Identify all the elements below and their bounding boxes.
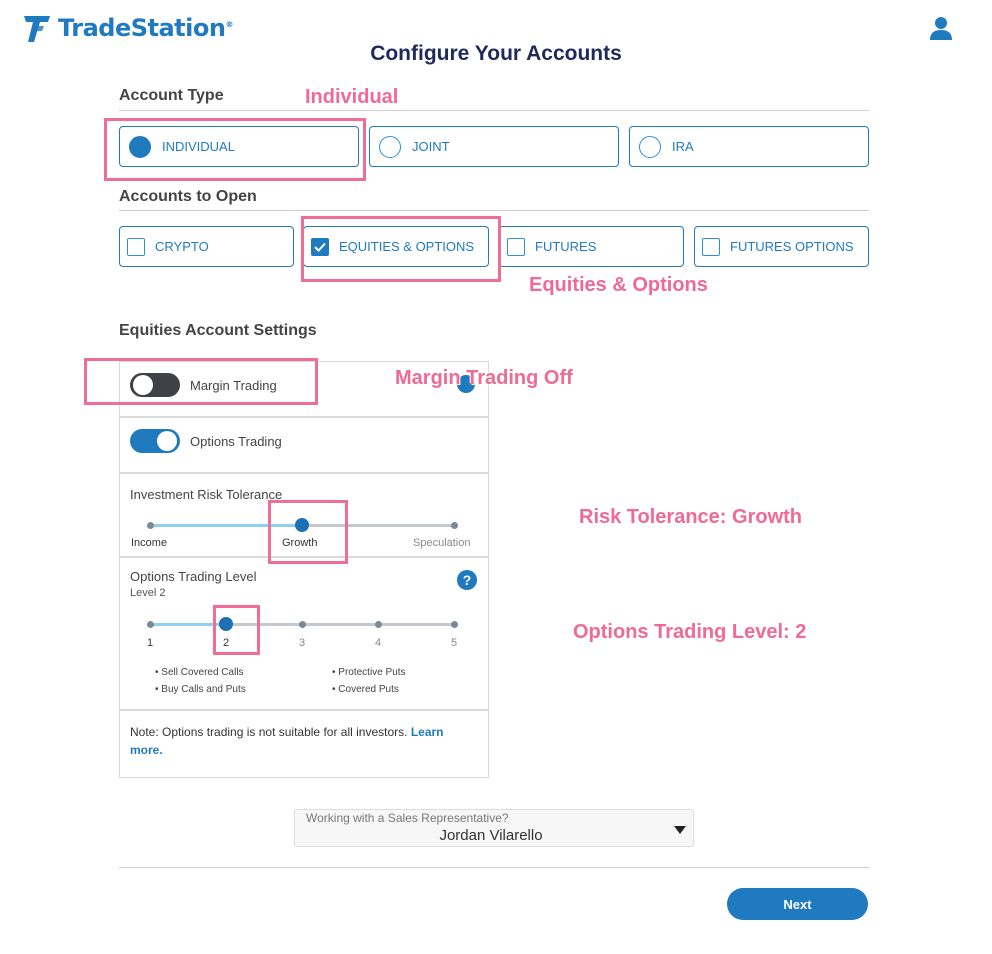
sales-rep-label: Working with a Sales Representative? (306, 811, 509, 825)
sales-rep-select[interactable] (294, 809, 694, 847)
option-label: FUTURES (535, 239, 597, 254)
options-level-panel (119, 557, 489, 710)
tradestation-logo-icon (22, 12, 52, 44)
level-stop-label: 2 (223, 637, 230, 649)
option-label: INDIVIDUAL (162, 139, 235, 154)
risk-tolerance-label: Investment Risk Tolerance (130, 487, 283, 502)
learn-more-link[interactable]: Learn more. (130, 725, 444, 757)
equities-settings-heading: Equities Account Settings (119, 322, 317, 339)
annotation-label: Risk Tolerance: Growth (579, 506, 803, 528)
user-profile-icon[interactable] (930, 16, 952, 45)
risk-stop[interactable] (147, 522, 154, 529)
level-stop-label: 3 (299, 637, 306, 649)
risk-stop-label-speculation: Speculation (413, 537, 471, 549)
account-type-heading: Account Type (119, 87, 224, 104)
level-feature: • Protective Puts (332, 667, 406, 678)
sales-rep-value: Jordan Vilarello (439, 827, 543, 844)
level-stop-label: 4 (375, 637, 382, 649)
risk-stop[interactable] (451, 522, 458, 529)
options-level-label: Options Trading Level (130, 569, 257, 584)
option-label: CRYPTO (155, 239, 209, 254)
options-note (130, 723, 480, 759)
help-icon[interactable]: ? (457, 570, 477, 590)
page-title: Configure Your Accounts (370, 42, 622, 65)
annotation-highlight (84, 358, 318, 405)
annotation-highlight (268, 500, 348, 564)
option-label: EQUITIES & OPTIONS (339, 239, 475, 254)
annotation-highlight (104, 118, 366, 181)
level-feature: • Buy Calls and Puts (155, 684, 246, 695)
option-label: JOINT (412, 139, 450, 154)
account-type-ira[interactable] (629, 126, 869, 167)
options-trading-panel (119, 417, 489, 473)
accounts-to-open-heading: Accounts to Open (119, 188, 257, 205)
options-level-current: Level 2 (130, 587, 166, 599)
level-feature: • Covered Puts (332, 684, 399, 695)
risk-stop-label-income: Income (131, 537, 168, 549)
risk-stop-label-growth: Growth (282, 537, 318, 549)
options-trading-toggle[interactable] (130, 429, 180, 453)
divider (119, 110, 869, 111)
annotation-label: Margin Trading Off (395, 367, 573, 389)
level-stop-label: 5 (451, 637, 458, 649)
checkbox-icon (702, 238, 720, 256)
annotation-label: Options Trading Level: 2 (573, 621, 807, 643)
account-futures[interactable] (499, 226, 684, 267)
level-feature: • Sell Covered Calls (155, 667, 244, 678)
divider (119, 867, 869, 868)
option-label: IRA (672, 139, 694, 154)
options-trading-label: Options Trading (190, 434, 282, 449)
tradestation-logo[interactable] (22, 12, 233, 44)
checkbox-icon (507, 238, 525, 256)
level-slider-track (226, 623, 454, 626)
account-crypto[interactable] (119, 226, 294, 267)
annotation-highlight (301, 216, 501, 282)
option-label: FUTURES OPTIONS (730, 239, 854, 254)
annotation-highlight (213, 605, 260, 655)
next-button[interactable]: Next (727, 888, 868, 920)
note-panel (119, 710, 489, 778)
brand-name: TradeStation® (58, 14, 233, 42)
annotation-label: Individual (305, 86, 399, 108)
level-stop[interactable] (147, 621, 154, 628)
level-stop[interactable] (451, 621, 458, 628)
note-text: Note: Options trading is not suitable for all investors. (130, 725, 408, 739)
level-stop-label: 1 (147, 637, 154, 649)
level-stop[interactable] (299, 621, 306, 628)
account-futures-options[interactable] (694, 226, 869, 267)
annotation-label: Equities & Options (529, 274, 708, 296)
chevron-down-icon (674, 826, 686, 834)
margin-trading-label: Margin Trading (190, 378, 277, 393)
radio-icon (639, 136, 661, 158)
checkbox-icon (127, 238, 145, 256)
account-type-joint[interactable] (369, 126, 619, 167)
divider (119, 210, 869, 211)
level-stop[interactable] (375, 621, 382, 628)
radio-icon (379, 136, 401, 158)
